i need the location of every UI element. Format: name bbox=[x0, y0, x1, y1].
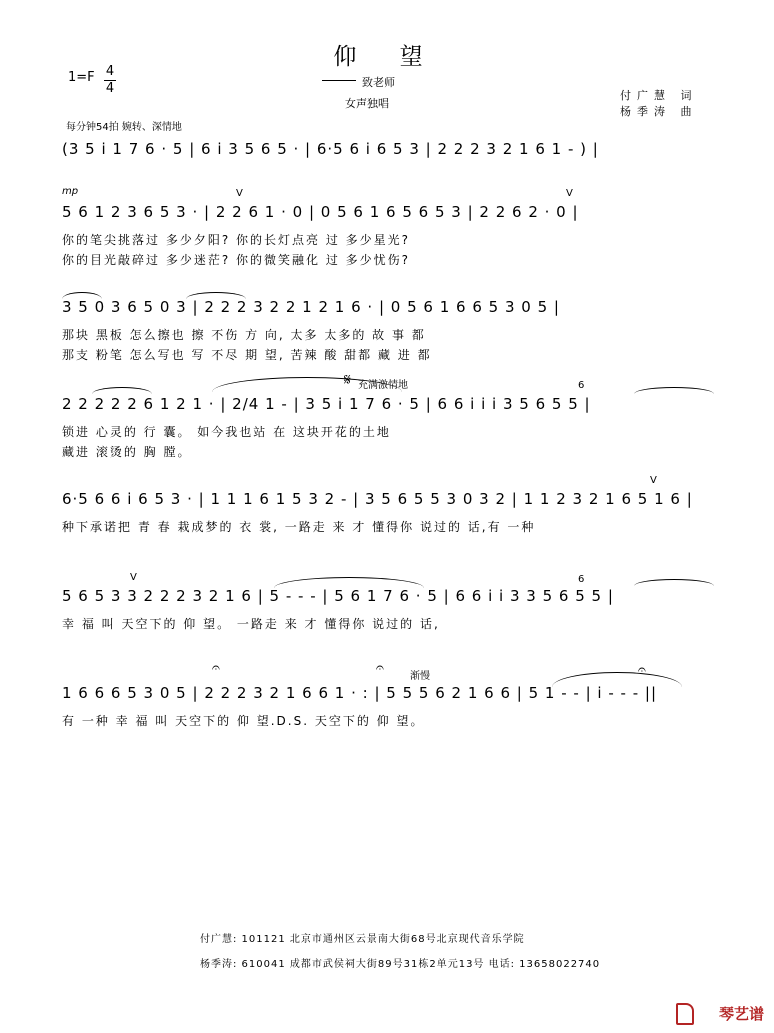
lyrics-line-4-verse-1: 锁进 心灵的 行 囊。 如今我也站 在 这块开花的土地 bbox=[62, 425, 391, 439]
notes-line-5: 6·5 6 6 i 6 5 3 · | 1 1 1 6 1 5 3 2 - | 3 5 6 5 5 3 0 3 2 | 1 1 2 3 2 1 6 5 1 6 | bbox=[62, 490, 693, 508]
lyrics-line-3-verse-1: 那块 黑板 怎么擦也 擦 不伤 方 向, 太多 太多的 故 事 都 bbox=[62, 328, 426, 342]
notes-line-7: 1 6 6 6 5 3 0 5 | 2 2 2 3 2 1 6 6 1 · : | 5 5 5 6 2 1 6 6 | 5 1 - - | i - - - || bbox=[62, 684, 658, 702]
lyrics-line-6: 幸 福 叫 天空下的 仰 望。 一路走 来 才 懂得你 说过的 话, bbox=[62, 617, 440, 631]
footer-lyricist-contact: 付广慧: 101121 北京市通州区云景南大街68号北京现代音乐学院 bbox=[200, 934, 525, 945]
lyricist-credit: 付广慧 词 bbox=[620, 89, 698, 102]
breath-mark-2: V bbox=[566, 188, 573, 199]
time-sig-top: 4 bbox=[105, 64, 115, 79]
notes-line-3: 3 5 0 3 6 5 0 3 | 2 2 2 3 2 2 1 2 1 6 · | 0 5 6 1 6 6 5 3 0 5 | bbox=[62, 298, 560, 316]
notes-line-6: 5 6 5 3 3 2 2 2 3 2 1 6 | 5 - - - | 5 6 1 7 6 · 5 | 6 6 i i 3 3 5 6 5 5 | bbox=[62, 587, 614, 605]
score-line-6 bbox=[62, 587, 722, 637]
lyrics-line-2-verse-1: 你的笔尖挑落过 多少夕阳? 你的长灯点亮 过 多少星光? bbox=[62, 233, 410, 247]
dedication: 致老师 bbox=[362, 76, 395, 89]
breath-mark-3: V bbox=[650, 475, 657, 486]
fermata-1: 𝄐 bbox=[212, 660, 220, 676]
lyrics-line-4-verse-2: 藏进 滚烫的 胸 膛。 bbox=[62, 445, 192, 459]
notes-line-2: 5 6 1 2 3 6 5 3 · | 2 2 6 1 · 0 | 0 5 6 1 6 5 6 5 3 | 2 2 6 2 · 0 | bbox=[62, 203, 579, 221]
dedication-dash bbox=[322, 80, 356, 81]
time-signature bbox=[104, 64, 116, 97]
score-line-2 bbox=[62, 203, 722, 273]
slur bbox=[634, 387, 714, 394]
grace-note: 6 bbox=[578, 380, 585, 391]
footer-composer-contact: 杨季涛: 610041 成都市武侯祠大街89号31栋2单元13号 电话: 13658022740 bbox=[200, 959, 601, 970]
performance-type: 女声独唱 bbox=[345, 97, 389, 110]
fermata-3: 𝄐 bbox=[638, 662, 646, 678]
score-line-4 bbox=[62, 395, 722, 465]
score-line-3 bbox=[62, 298, 722, 368]
score-line-7 bbox=[62, 684, 722, 734]
lyrics-line-2-verse-2: 你的目光敲碎过 多少迷茫? 你的微笑融化 过 多少忧伤? bbox=[62, 253, 410, 267]
fermata-2: 𝄐 bbox=[376, 660, 384, 676]
dynamic-mark: mp bbox=[62, 186, 79, 197]
composer-credit: 杨季涛 曲 bbox=[620, 105, 698, 118]
slur bbox=[634, 579, 714, 586]
segno-sign: 𝄋 bbox=[344, 370, 351, 389]
watermark-logo: 琴艺谱 bbox=[718, 1005, 764, 1023]
page-title: 仰 望 bbox=[333, 44, 441, 70]
score-line-5 bbox=[62, 490, 722, 540]
lyrics-line-3-verse-2: 那支 粉笔 怎么写也 写 不尽 期 望, 苦辣 酸 甜都 藏 进 都 bbox=[62, 348, 432, 362]
breath-mark-1: V bbox=[236, 188, 243, 199]
watermark-logo-icon bbox=[676, 1003, 694, 1025]
lyrics-line-7: 有 一种 幸 福 叫 天空下的 仰 望.D.S. 天空下的 仰 望。 bbox=[62, 714, 425, 728]
notes-line-1: (3 5 i 1 7 6 · 5 | 6 i 3 5 6 5 · | 6·5 6 i 6 5 3 | 2 2 2 3 2 1 6 1 - ) | bbox=[62, 140, 599, 158]
time-sig-bottom: 4 bbox=[105, 81, 115, 96]
segno-expression: 充满激情地 bbox=[358, 380, 408, 391]
lyrics-line-5: 种下承诺把 青 春 栽成梦的 衣 裳, 一路走 来 才 懂得你 说过的 话,有 一种 bbox=[62, 520, 536, 534]
slur bbox=[92, 387, 152, 394]
grace-note-2: 6 bbox=[578, 574, 585, 585]
ritardando-mark: 渐慢 bbox=[410, 671, 430, 682]
tempo-mark: 每分钟54拍 婉转、深情地 bbox=[66, 122, 182, 133]
key-signature: 1=F bbox=[68, 70, 95, 85]
breath-mark-4: V bbox=[130, 572, 137, 583]
score-line-1 bbox=[62, 140, 722, 170]
notes-line-4: 2 2 2 2 2 6 1 2 1 · | 2/4 1 - | 3 5 i 1 7 6 · 5 | 6 6 i i i 3 5 6 5 5 | bbox=[62, 395, 591, 413]
